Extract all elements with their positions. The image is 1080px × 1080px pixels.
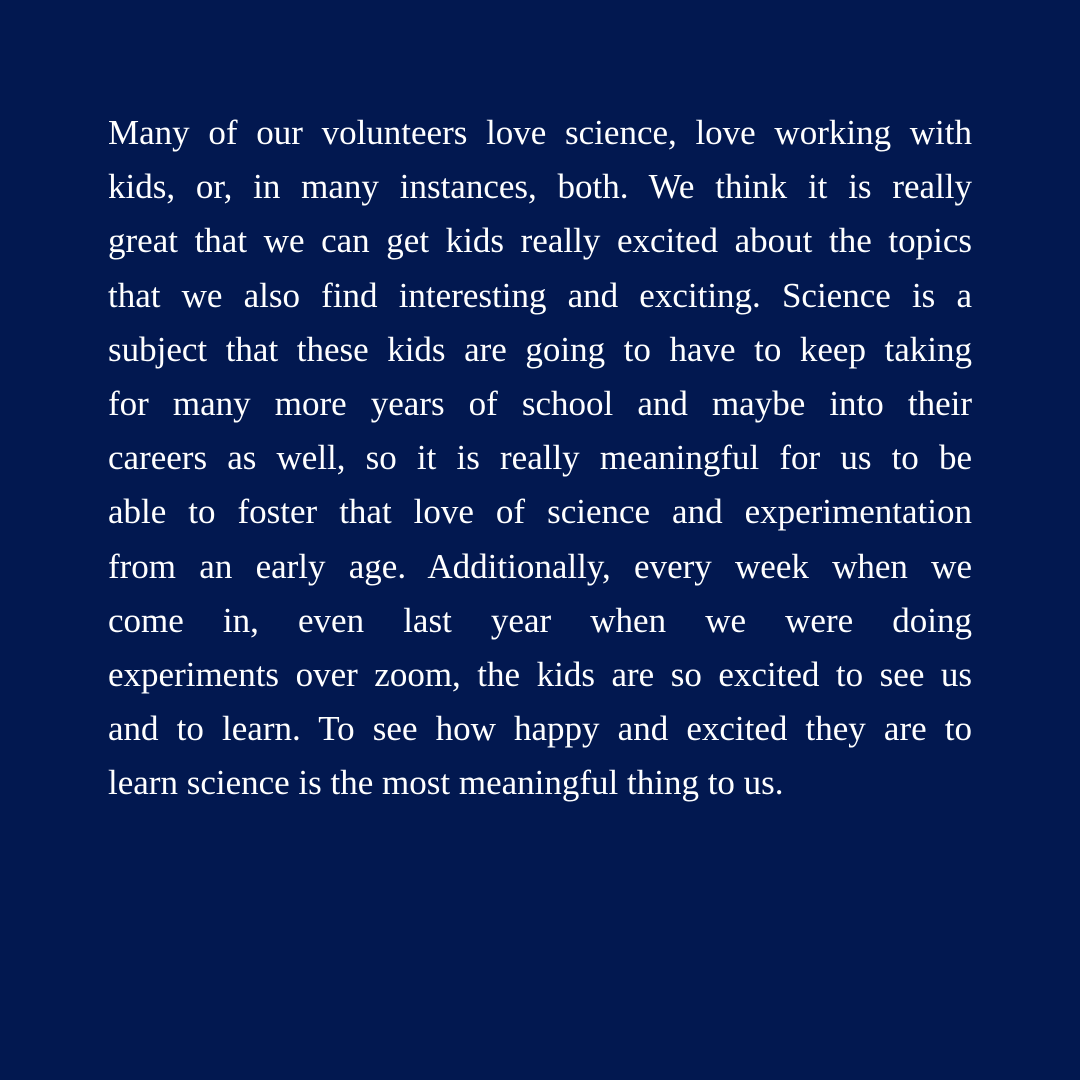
paragraph-line-5: subject that these kids are going to have to keep taking [108,329,972,369]
paragraph-line-6: for many more years of school and maybe into their [108,383,972,423]
paragraph-line-7: careers as well, so it is really meaningful for us to be [108,438,972,478]
paragraph-line-13: learn science is the most meaningful thing to us. [108,763,784,803]
paragraph-line-4: that we also find interesting and exciting. Science is a [108,275,972,315]
paragraph-line-8: able to foster that love of science and experimentation [108,492,972,532]
paragraph-line-2: kids, or, in many instances, both. We think it is really [108,167,972,207]
paragraph-line-10: come in, even last year when we were doing [108,600,972,640]
paragraph-line-9: from an early age. Additionally, every week when we [108,546,972,586]
testimonial-paragraph [108,106,972,810]
paragraph-line-12: and to learn. To see how happy and excited they are to [108,709,972,749]
paragraph-line-1: Many of our volunteers love science, love working with [108,113,972,152]
paragraph-line-3: great that we can get kids really excited about the topics [108,221,972,261]
paragraph-line-11: experiments over zoom, the kids are so excited to see us [108,654,972,694]
